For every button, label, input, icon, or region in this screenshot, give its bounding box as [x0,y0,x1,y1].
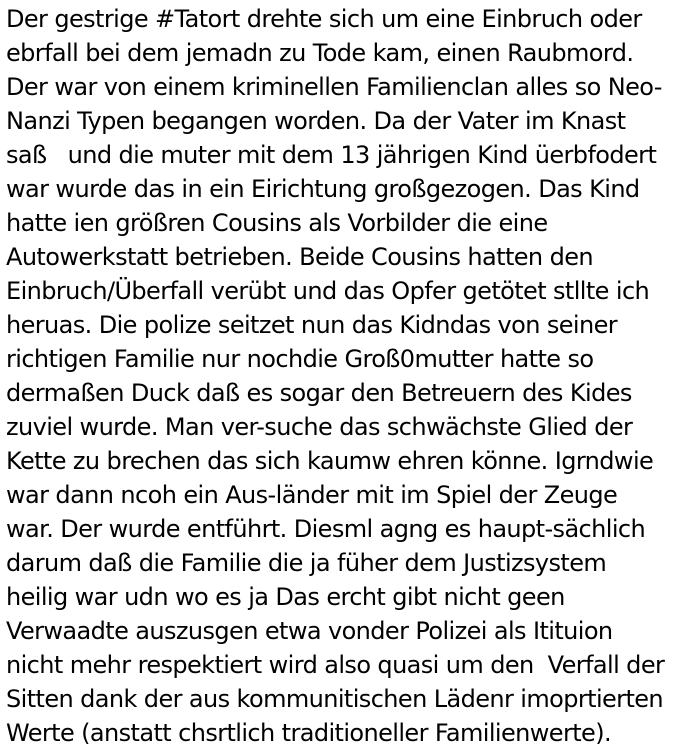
text-line: richtigen Familie nur nochdie Groß0mutter hatte so [6,345,594,373]
document-text [6,2,682,750]
text-line: Nanzi Typen begangen worden. Da der Vater im Knast [6,107,626,135]
text-line: Verwaadte auszusgen etwa vonder Polizei als Itituion [6,617,613,645]
text-line: hatte ien größren Cousins als Vorbilder die eine [6,209,548,237]
text-line: ebrfall bei dem jemadn zu Tode kam, einen Raubmord. [6,39,634,67]
text-line: war wurde das in ein Eirichtung großgezogen. Das Kind [6,175,640,203]
text-line: saß und die muter mit dem 13 jährigen Kind üerbfodert [6,141,657,169]
text-line: Einbruch/Überfall verübt und das Opfer getötet stllte ich [6,277,650,305]
text-line: Der gestrige #Tatort drehte sich um eine Einbruch oder [6,5,642,33]
text-line: darum daß die Familie die ja füher dem Justizsystem [6,549,607,577]
text-line: nicht mehr respektiert wird also quasi um den Verfall der [6,651,665,679]
text-line: Werte (anstatt chsrtlich traditioneller Familienwerte). [6,719,611,747]
text-line: heruas. Die polize seitzet nun das Kidndas von seiner [6,311,618,339]
text-line: Sitten dank der aus kommunitischen Lädenr imoprtierten [6,685,664,713]
text-line: dermaßen Duck daß es sogar den Betreuern des Kides [6,379,632,407]
text-line: heilig war udn wo es ja Das ercht gibt nicht geen [6,583,565,611]
text-line: zuviel wurde. Man ver-suche das schwächste Glied der [6,413,633,441]
text-line: Autowerkstatt betrieben. Beide Cousins hatten den [6,243,593,271]
text-line: war dann ncoh ein Aus-länder mit im Spiel der Zeuge [6,481,618,509]
text-line: Kette zu brechen das sich kaumw ehren könne. Igrndwie [6,447,654,475]
text-line: Der war von einem kriminellen Familienclan alles so Neo- [6,73,662,101]
text-line: war. Der wurde entführt. Diesml agng es haupt-sächlich [6,515,646,543]
